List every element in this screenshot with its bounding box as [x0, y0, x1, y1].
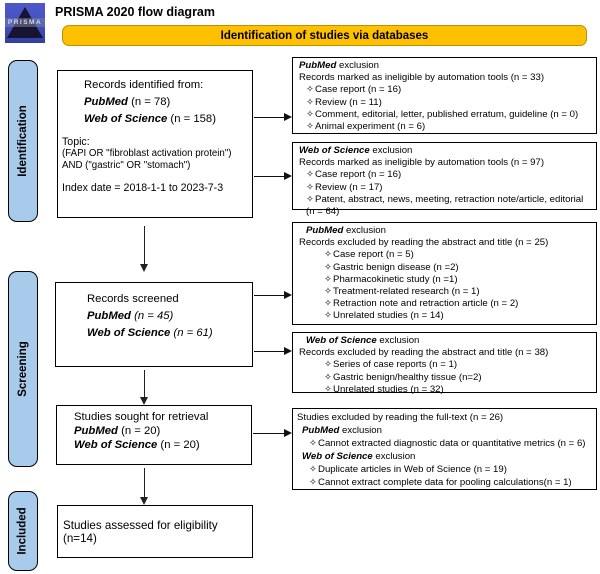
diamond-bullet-icon: ✧	[306, 121, 315, 133]
diamond-bullet-icon: ✧	[309, 477, 318, 488]
diamond-bullet-icon: ✧	[306, 181, 315, 193]
diamond-bullet-icon: ✧	[324, 273, 333, 285]
exclusion-word: exclusion	[336, 60, 379, 71]
exclusion-item: ✧Unrelated studies (n = 14)	[324, 310, 444, 322]
wos-label: Web of Science	[84, 113, 168, 125]
exclusion-item: ✧Case report (n = 16)	[306, 84, 402, 96]
exclusion-item: ✧Animal experiment (n = 6)	[306, 121, 426, 133]
diamond-bullet-icon: ✧	[306, 169, 315, 181]
wos-label: Web of Science	[299, 145, 370, 156]
studies-assessed-box	[57, 505, 253, 558]
banner-label: Identification of studies via databases	[220, 29, 429, 42]
records-identified-box	[57, 70, 253, 218]
exclusion-item: ✧Case report (n = 5)	[324, 249, 414, 261]
arrow-identified-to-pubmed-exclusion	[254, 117, 285, 118]
exclusion-item: ✧Cannot extract complete data for pooling calculations(n = 1)	[309, 477, 572, 488]
wos-count-line	[84, 113, 249, 125]
diamond-bullet-icon: ✧	[324, 298, 333, 310]
arrow-retrieval-to-assessed	[144, 468, 145, 497]
exclusion-word: exclusion	[376, 335, 420, 346]
pubmed-label: PubMed	[299, 60, 337, 71]
pubmed-count: (n = 20)	[117, 425, 161, 437]
exclusion-item: ✧Review (n = 11)	[306, 96, 382, 108]
pubmed-label: PubMed	[306, 225, 344, 236]
stage-identification	[8, 60, 38, 222]
stage-identification-label: Identification	[17, 105, 29, 177]
pubmed-label: PubMed	[87, 310, 131, 322]
diamond-bullet-icon: ✧	[324, 359, 333, 371]
page-title: PRISMA 2020 flow diagram	[55, 5, 215, 19]
stage-included	[8, 491, 38, 571]
exclusion-word: exclusion	[339, 425, 382, 436]
exclusion-item: ✧Patent, abstract, news, meeting, retraction note/article, editorial (n = 64)	[306, 193, 584, 218]
pubmed-label: PubMed	[74, 425, 118, 437]
stage-screening	[8, 271, 38, 467]
diamond-bullet-icon: ✧	[324, 261, 333, 273]
topic-query-line1: (FAPI OR "fibroblast activation protein")	[62, 148, 232, 159]
exclusion-subheader: Records marked as ineligible by automation tools (n = 97)	[299, 157, 545, 169]
exclusion-header	[297, 145, 594, 157]
exclusion-item: ✧Gastric benign/healthy tissue (n=2)	[324, 371, 482, 383]
wos-screened-line	[87, 327, 252, 339]
records-screened-box	[55, 282, 253, 367]
identification-banner	[62, 25, 587, 46]
topic-label: Topic:	[62, 136, 90, 148]
fulltext-exclusion-box	[292, 408, 597, 490]
pubmed-screened-line	[87, 310, 252, 322]
records-identified-label: Records identified from:	[84, 79, 204, 91]
diamond-bullet-icon: ✧	[324, 286, 333, 298]
pubmed-automation-exclusion-box	[292, 57, 597, 134]
exclusion-item: ✧Duplicate articles in Web of Science (n = 19)	[309, 464, 507, 475]
exclusion-item: ✧Comment, editorial, letter, published erratum, guideline (n = 0)	[306, 108, 579, 120]
pubmed-label: PubMed	[84, 96, 128, 108]
exclusion-item: ✧Case report (n = 16)	[306, 169, 402, 181]
diamond-bullet-icon: ✧	[324, 371, 333, 383]
exclusion-word: exclusion	[343, 225, 386, 236]
pubmed-count: (n = 78)	[127, 96, 171, 108]
diamond-bullet-icon: ✧	[324, 383, 333, 395]
pubmed-count: (n = 45)	[130, 310, 174, 322]
arrow-screened-to-wos-exclusion	[254, 351, 285, 352]
diamond-bullet-icon: ✧	[309, 438, 318, 449]
diamond-bullet-icon: ✧	[324, 249, 333, 261]
studies-sought-label: Studies sought for retrieval	[74, 411, 209, 423]
records-screened-label: Records screened	[87, 293, 179, 305]
exclusion-item: ✧Retraction note and retraction article (n = 2)	[324, 298, 519, 310]
wos-label: Web of Science	[306, 335, 377, 346]
wos-retrieval-line	[74, 439, 251, 451]
arrow-identified-to-wos-exclusion	[254, 176, 285, 177]
wos-count: (n = 158)	[167, 113, 216, 125]
pubmed-retrieval-line	[74, 425, 251, 437]
studies-sought-box	[56, 405, 252, 465]
arrow-screened-to-retrieval	[144, 370, 145, 397]
diamond-bullet-icon: ✧	[306, 96, 315, 108]
exclusion-header	[297, 335, 594, 347]
fulltext-exclusion-title: Studies excluded by reading the full-text (n = 26)	[297, 412, 504, 423]
exclusion-item: ✧Cannot extracted diagnostic data or quantitative metrics (n = 6)	[309, 438, 586, 449]
exclusion-item: ✧Series of case reports (n = 1)	[324, 359, 458, 371]
diamond-bullet-icon: ✧	[306, 84, 315, 96]
diamond-bullet-icon: ✧	[309, 464, 318, 475]
prisma-logo-icon	[5, 3, 45, 43]
arrow-screened-to-pubmed-exclusion	[254, 295, 285, 296]
exclusion-item: ✧Gastric benign disease (n =2)	[324, 261, 459, 273]
wos-abstract-exclusion-box	[292, 332, 597, 393]
wos-automation-exclusion-box	[292, 142, 597, 218]
exclusion-subheader: Records marked as ineligible by automation tools (n = 33)	[299, 72, 545, 84]
exclusion-word: exclusion	[372, 451, 416, 462]
exclusion-item: ✧Unrelated studies (n = 32)	[324, 383, 444, 395]
wos-count: (n = 20)	[157, 439, 200, 451]
stage-included-label: Included	[17, 507, 29, 555]
pubmed-label: PubMed	[302, 425, 340, 436]
studies-assessed-label: Studies assessed for eligibility (n=14)	[63, 518, 218, 545]
exclusion-item: ✧Review (n = 17)	[306, 181, 383, 193]
topic-query-line2: AND ("gastric" OR "stomach")	[62, 159, 191, 171]
logo-label: PRISMA	[7, 19, 43, 26]
exclusion-header	[297, 225, 594, 237]
diamond-bullet-icon: ✧	[306, 193, 315, 205]
arrow-identified-to-screened	[144, 226, 145, 264]
exclusion-header	[297, 450, 594, 463]
exclusion-item: ✧Treatment-related research (n = 1)	[324, 286, 480, 298]
pubmed-count-line	[84, 96, 249, 108]
pubmed-abstract-exclusion-box	[292, 222, 597, 325]
stage-screening-label: Screening	[17, 341, 30, 397]
arrow-retrieval-to-fulltext-exclusion	[253, 433, 285, 434]
wos-label: Web of Science	[302, 451, 373, 462]
exclusion-item: ✧Pharmacokinetic study (n =1)	[324, 273, 458, 285]
wos-label: Web of Science	[74, 439, 158, 451]
index-date-line: Index date = 2018-1-1 to 2023-7-3	[62, 182, 224, 194]
exclusion-word: exclusion	[369, 145, 413, 156]
exclusion-subheader: Records excluded by reading the abstract and title (n = 38)	[299, 347, 549, 359]
exclusion-subheader: Records excluded by reading the abstract and title (n = 25)	[299, 237, 549, 249]
diamond-bullet-icon: ✧	[324, 310, 333, 322]
diamond-bullet-icon: ✧	[306, 108, 315, 120]
exclusion-header	[297, 60, 594, 72]
wos-label: Web of Science	[87, 327, 171, 339]
exclusion-header	[297, 424, 594, 437]
wos-count: (n = 61)	[170, 327, 213, 339]
